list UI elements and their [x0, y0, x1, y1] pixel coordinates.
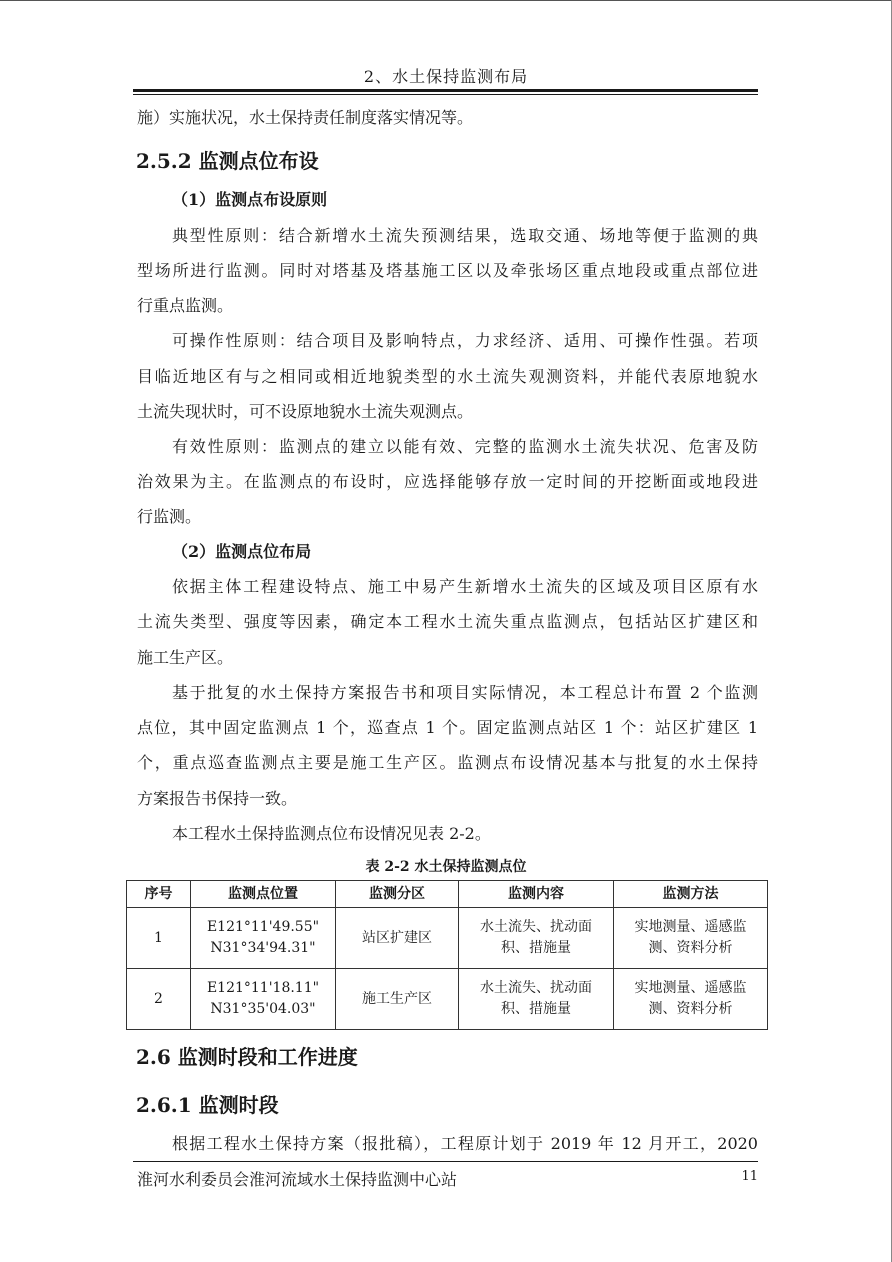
cell-text-line: 实地测量、遥感监 — [634, 919, 747, 935]
paragraph-line: 土流失现状时，可不设原地貌水土流失观测点。 — [137, 402, 474, 421]
coordinate-north: N31°34'94.31" — [210, 940, 316, 956]
paragraph-line: 个，重点巡查监测点主要是施工生产区。监测点布设情况基本与批复的水土保持 — [137, 753, 758, 772]
cell-no: 2 — [127, 969, 191, 1030]
column-header: 监测点位置 — [191, 881, 336, 908]
cell-zone: 站区扩建区 — [336, 908, 459, 969]
paragraph-line: 依据主体工程建设特点、施工中易产生新增水土流失的区域及项目区原有水 — [172, 577, 758, 596]
heading-2-6: 2.6 监测时段和工作进度 — [136, 1045, 358, 1069]
table-caption: 表 2-2 水土保持监测点位 — [365, 859, 527, 875]
cell-location — [191, 908, 336, 969]
paragraph-line: 土流失类型、强度等因素，确定本工程水土流失重点监测点，包括站区扩建区和 — [137, 612, 758, 631]
table-row — [127, 969, 768, 1030]
cell-content — [459, 969, 614, 1030]
cell-text-line: 积、措施量 — [501, 1001, 571, 1017]
footer-organization: 淮河水利委员会淮河流域水土保持监测中心站 — [137, 1170, 458, 1189]
cell-text-line: 测、资料分析 — [648, 1001, 733, 1017]
paragraph-line: 行重点监测。 — [137, 296, 234, 315]
cell-text-line: 积、措施量 — [501, 940, 571, 956]
heading-2-6-1: 2.6.1 监测时段 — [136, 1093, 279, 1117]
column-header: 监测分区 — [336, 881, 459, 908]
cell-method — [614, 908, 768, 969]
coordinate-north: N31°35'04.03" — [210, 1001, 316, 1017]
paragraph-line: 根据工程水土保持方案（报批稿），工程原计划于 2019 年 12 月开工，2020 — [172, 1134, 758, 1153]
table-header-row — [127, 881, 768, 908]
cell-content — [459, 908, 614, 969]
column-header: 监测方法 — [614, 881, 768, 908]
paragraph-line: 治效果为主。在监测点的布设时，应选择能够存放一定时间的开挖断面或地段进 — [137, 472, 758, 491]
header-rule — [133, 89, 758, 92]
cell-no: 1 — [127, 908, 191, 969]
cell-text-line: 水土流失、扰动面 — [480, 980, 592, 996]
subheading-principles: （1）监测点布设原则 — [172, 190, 328, 209]
footer-rule — [133, 1161, 758, 1162]
paragraph-line: 型场所进行监测。同时对塔基及塔基施工区以及牵张场区重点地段或重点部位进 — [137, 261, 758, 280]
cell-method — [614, 969, 768, 1030]
column-header: 监测内容 — [459, 881, 614, 908]
subheading-layout: （2）监测点位布局 — [172, 542, 312, 561]
paragraph-line: 典型性原则：结合新增水土流失预测结果，选取交通、场地等便于监测的典 — [172, 226, 758, 245]
page-top-border — [0, 0, 892, 1]
paragraph-line: 施工生产区。 — [137, 648, 234, 667]
table-reference: 本工程水土保持监测点位布设情况见表 2-2。 — [172, 824, 491, 843]
running-header: 2、水土保持监测布局 — [363, 67, 529, 86]
header-rule-thin — [133, 94, 758, 95]
page-number: 11 — [741, 1169, 758, 1184]
cell-zone: 施工生产区 — [336, 969, 459, 1030]
cell-text-line: 实地测量、遥感监 — [634, 980, 747, 996]
paragraph-line: 可操作性原则：结合项目及影响特点，力求经济、适用、可操作性强。若项 — [172, 331, 758, 350]
paragraph-line: 目临近地区有与之相同或相近地貌类型的水土流失观测资料，并能代表原地貌水 — [137, 367, 758, 386]
paragraph-line: 基于批复的水土保持方案报告书和项目实际情况，本工程总计布置 2 个监测 — [172, 683, 758, 702]
paragraph-line: 有效性原则：监测点的建立以能有效、完整的监测水土流失状况、危害及防 — [172, 437, 758, 456]
paragraph-line: 方案报告书保持一致。 — [137, 789, 298, 808]
coordinate-east: E121°11'18.11" — [206, 980, 320, 996]
cell-text-line: 水土流失、扰动面 — [480, 919, 592, 935]
intro-line: 施）实施状况，水土保持责任制度落实情况等。 — [137, 108, 474, 127]
heading-2-5-2: 2.5.2 监测点位布设 — [136, 149, 319, 173]
paragraph-line: 行监测。 — [137, 507, 202, 526]
column-header: 序号 — [127, 881, 191, 908]
monitoring-points-table — [126, 880, 768, 1030]
table-row — [127, 908, 768, 969]
paragraph-line: 点位，其中固定监测点 1 个，巡查点 1 个。固定监测点站区 1 个：站区扩建区 1 — [137, 718, 758, 737]
coordinate-east: E121°11'49.55" — [206, 919, 320, 935]
cell-location — [191, 969, 336, 1030]
cell-text-line: 测、资料分析 — [648, 940, 733, 956]
